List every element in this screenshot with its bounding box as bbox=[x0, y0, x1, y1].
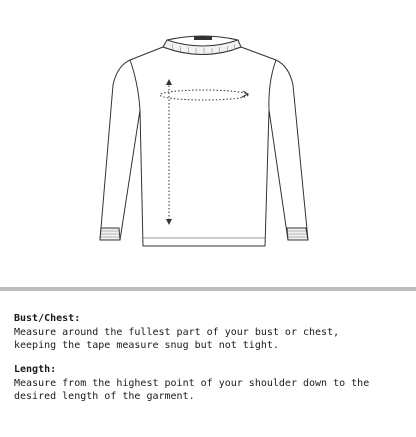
bust-chest-text: Measure around the fullest part of your bust or chest, keeping the tape measure snug but not tight. bbox=[14, 327, 340, 351]
bust-chest-title: Bust/Chest: bbox=[14, 313, 81, 324]
measuring-guide bbox=[14, 313, 409, 415]
length-block bbox=[14, 364, 409, 403]
section-divider bbox=[0, 287, 416, 291]
bust-chest-block bbox=[14, 313, 409, 352]
length-title: Length: bbox=[14, 364, 57, 375]
sweatshirt-body bbox=[100, 47, 308, 246]
length-text: Measure from the highest point of your shoulder down to the desired length of the garment. bbox=[14, 378, 370, 402]
neck-label bbox=[194, 36, 212, 40]
